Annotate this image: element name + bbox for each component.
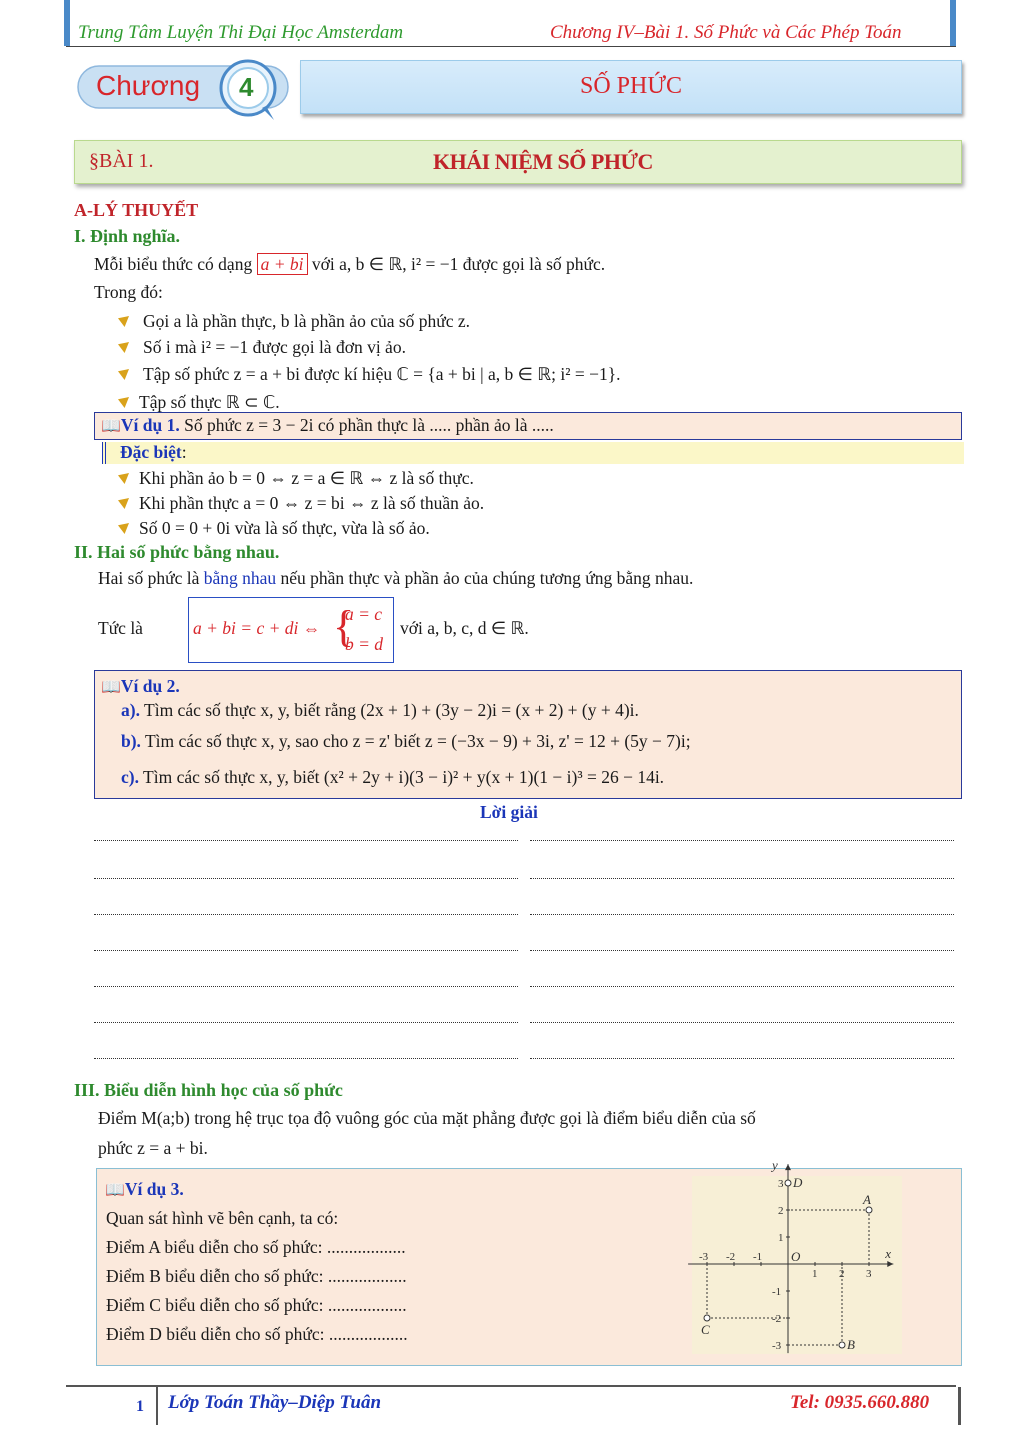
section2-heading: II. Hai số phức bằng nhau. xyxy=(74,542,280,562)
lesson-header xyxy=(74,140,962,184)
answer-line[interactable] xyxy=(94,986,518,987)
list-item xyxy=(118,308,621,334)
answer-line-row xyxy=(94,896,954,932)
answer-line[interactable] xyxy=(94,878,518,879)
example2-heading xyxy=(101,676,180,697)
definition-bullet-list xyxy=(118,308,621,416)
x-tick-label: -2 xyxy=(726,1251,736,1263)
answer-line[interactable] xyxy=(530,840,954,841)
answer-line-row xyxy=(94,1004,954,1040)
example2-item-b xyxy=(121,731,691,752)
header-school-name: Trung Tâm Luyện Thi Đại Học Amsterdam xyxy=(78,22,404,43)
example3-intro: Quan sát hình vẽ bên cạnh, ta có: xyxy=(106,1208,339,1228)
example2-label: Ví dụ 2. xyxy=(120,676,180,696)
brace-icon: { xyxy=(333,602,355,651)
answer-line[interactable] xyxy=(94,914,518,915)
list-item xyxy=(118,360,621,388)
x-tick-label: 2 xyxy=(839,1268,845,1280)
answer-line[interactable] xyxy=(530,1058,954,1059)
point-a xyxy=(866,1207,872,1213)
header-chapter-prefix: Chương IV–Bài 1. xyxy=(550,22,694,43)
bullet-text: Gọi a là phần thực, b là phần ảo của số phức z. xyxy=(143,310,471,331)
y-tick-label: 1 xyxy=(778,1232,784,1244)
book-icon: 📖 xyxy=(101,416,121,435)
special-bullet-list xyxy=(118,466,484,541)
item-tag: a). xyxy=(121,700,140,720)
special-note-heading xyxy=(120,442,187,463)
x-axis-arrow-icon xyxy=(887,1261,893,1267)
x-tick-label: 1 xyxy=(812,1268,818,1280)
answer-line[interactable] xyxy=(94,1022,518,1023)
list-item xyxy=(118,516,484,541)
special-note-label: Đặc biệt xyxy=(120,442,182,462)
header-chapter-title: Số Phức và Các Phép Toán xyxy=(694,22,902,43)
special-note-bar xyxy=(102,442,964,464)
answer-line[interactable] xyxy=(530,878,954,879)
example2-box xyxy=(94,670,962,799)
example1-content xyxy=(101,415,554,436)
example3-line-a: Điểm A biểu diễn cho số phức: .................. xyxy=(106,1237,406,1257)
answer-line-row xyxy=(94,824,954,860)
section2-text xyxy=(98,568,693,589)
arrow-bullet-icon xyxy=(118,473,129,484)
tuc-la-label: Tức là xyxy=(98,618,143,638)
arrow-bullet-icon xyxy=(118,316,129,327)
section2-text-prefix: Hai số phức là xyxy=(98,568,204,588)
answer-line-row xyxy=(94,968,954,1004)
y-tick-label: 2 xyxy=(778,1205,784,1217)
special-note-colon: : xyxy=(181,442,187,462)
chapter-title: SỐ PHỨC xyxy=(580,73,682,99)
example2-item-c xyxy=(121,767,664,788)
example1-box xyxy=(94,412,962,440)
example3-heading xyxy=(105,1179,184,1200)
formula-suffix: với a, b, c, d ∈ ℝ. xyxy=(400,618,529,638)
y-tick-label: 3 xyxy=(778,1178,784,1190)
example3-line-c: Điểm C biểu diễn cho số phức: .................. xyxy=(106,1295,407,1315)
header-left-bar xyxy=(64,0,70,46)
section3-text-line1: Điểm M(a;b) trong hệ trục tọa độ vuông góc của mặt phẳng được gọi là điểm biểu diễn của số xyxy=(98,1108,756,1128)
x-axis-label: x xyxy=(885,1246,891,1261)
answer-line-row xyxy=(94,1040,954,1076)
example3-label: Ví dụ 3. xyxy=(124,1179,184,1199)
section3-heading: III. Biểu diễn hình học của số phức xyxy=(74,1080,343,1100)
chapter-badge-text: Chương xyxy=(96,70,201,101)
chapter-number: 4 xyxy=(239,72,254,102)
answer-line[interactable] xyxy=(94,1058,518,1059)
footer-right-bar xyxy=(958,1387,961,1425)
bullet-text: Số i mà i² = −1 được gọi là đơn vị ảo. xyxy=(143,336,406,357)
y-axis-label: y xyxy=(772,1157,778,1173)
formula-top: a = c xyxy=(345,604,383,624)
answer-line[interactable] xyxy=(530,986,954,987)
y-tick-label: -1 xyxy=(772,1286,782,1298)
section2-text-suffix: nếu phần thực và phần ảo của chúng tương ứng bằng nhau. xyxy=(276,568,694,588)
point-c xyxy=(704,1315,710,1321)
definition-form-box: a + bi xyxy=(257,253,308,275)
section2-highlight: bằng nhau xyxy=(203,568,277,588)
answer-lines xyxy=(94,824,954,1076)
chapter-title-box xyxy=(300,60,962,114)
answer-line-row xyxy=(94,860,954,896)
bullet-text: Số 0 = 0 + 0i vừa là số thực, vừa là số ảo. xyxy=(139,518,430,538)
arrow-bullet-icon xyxy=(118,397,129,408)
list-item xyxy=(118,334,621,360)
item-text: Tìm các số thực x, y, sao cho z = z' biết z = (−3x − 9) + 3i, z' = 12 + (5y − 7)i; xyxy=(140,731,691,751)
bullet-text: Tập số phức z = a + bi được kí hiệu ℂ = {a + bi | a, b ∈ ℝ; i² = −1}. xyxy=(143,363,621,384)
book-icon: 📖 xyxy=(101,677,121,696)
footer-separator xyxy=(156,1387,158,1425)
bullet-text: Khi phần thực a = 0 ⇔ z = bi ⇔ z là số thuần ảo. xyxy=(139,493,485,513)
page-number: 1 xyxy=(136,1398,144,1415)
list-item xyxy=(118,466,484,491)
chapter-badge xyxy=(76,58,306,118)
item-text: Tìm các số thực x, y, biết rằng (2x + 1) + (3y − 2)i = (x + 2) + (y + 4)i. xyxy=(139,700,639,720)
item-tag: c). xyxy=(121,767,139,787)
book-icon: 📖 xyxy=(105,1180,125,1199)
coordinate-graph-svg xyxy=(692,1157,902,1354)
point-label: D xyxy=(793,1175,803,1190)
point-b xyxy=(839,1342,845,1348)
arrow-bullet-icon xyxy=(118,523,129,534)
section1-heading: I. Định nghĩa. xyxy=(74,226,181,246)
point-label: C xyxy=(701,1322,710,1337)
origin-label: O xyxy=(791,1249,801,1264)
point-d xyxy=(785,1180,791,1186)
answer-line[interactable] xyxy=(94,950,518,951)
solution-title: Lời giải xyxy=(480,802,538,822)
lesson-number: §BÀI 1. xyxy=(89,150,154,172)
lesson-title: KHÁI NIỆM SỐ PHỨC xyxy=(433,149,653,174)
section-a-heading: A-LÝ THUYẾT xyxy=(74,200,199,220)
x-tick-label: -3 xyxy=(699,1251,709,1263)
header-chapter-info xyxy=(550,22,902,44)
answer-line-row xyxy=(94,932,954,968)
item-tag: b). xyxy=(121,731,141,751)
answer-line[interactable] xyxy=(530,1022,954,1023)
header-divider xyxy=(66,46,956,47)
header-right-bar xyxy=(950,0,956,46)
coordinate-graph xyxy=(692,1157,902,1354)
formula-left: a + bi = c + di ⇔ xyxy=(193,618,321,638)
list-item xyxy=(118,491,484,516)
y-tick-label: -2 xyxy=(772,1313,782,1325)
example1-text: Số phức z = 3 − 2i có phần thực là ..... phần ảo là ..... xyxy=(179,415,554,435)
footer-teacher: Lớp Toán Thầy–Diệp Tuân xyxy=(168,1392,382,1413)
answer-line[interactable] xyxy=(530,914,954,915)
bullet-text: Khi phần ảo b = 0 ⇔ z = a ∈ ℝ ⇔ z là số thực. xyxy=(139,468,474,488)
point-label: B xyxy=(847,1337,855,1352)
definition-suffix: với a, b ∈ ℝ, i² = −1 được gọi là số phức. xyxy=(311,254,606,274)
section3-text-line2: phức z = a + bi. xyxy=(98,1138,208,1158)
answer-line[interactable] xyxy=(94,840,518,841)
definition-prefix: Mỗi biểu thức có dạng xyxy=(94,254,253,274)
trong-do-text: Trong đó: xyxy=(94,282,163,302)
x-tick-label: -1 xyxy=(753,1251,763,1263)
answer-line[interactable] xyxy=(530,950,954,951)
footer-divider xyxy=(66,1385,956,1387)
item-text: Tìm các số thực x, y, biết (x² + 2y + i)(3 − i)² + y(x + 1)(1 − i)³ = 26 − 14i. xyxy=(138,767,665,787)
arrow-bullet-icon xyxy=(118,369,129,380)
example3-line-b: Điểm B biểu diễn cho số phức: .................. xyxy=(106,1266,407,1286)
formula-bottom: b = d xyxy=(345,634,384,654)
point-label: A xyxy=(863,1192,871,1207)
x-tick-label: 3 xyxy=(866,1268,872,1280)
y-tick-label: -3 xyxy=(772,1340,782,1352)
bullet-text: Tập số thực ℝ ⊂ ℂ. xyxy=(139,391,280,412)
arrow-bullet-icon xyxy=(118,342,129,353)
arrow-bullet-icon xyxy=(118,498,129,509)
example2-item-a xyxy=(121,700,639,721)
footer-phone: Tel: 0935.660.880 xyxy=(790,1392,930,1413)
example3-line-d: Điểm D biểu diễn cho số phức: .................. xyxy=(106,1324,408,1344)
equality-formula-box xyxy=(188,597,394,663)
example1-label: Ví dụ 1. xyxy=(120,415,180,435)
definition-line xyxy=(94,254,605,275)
